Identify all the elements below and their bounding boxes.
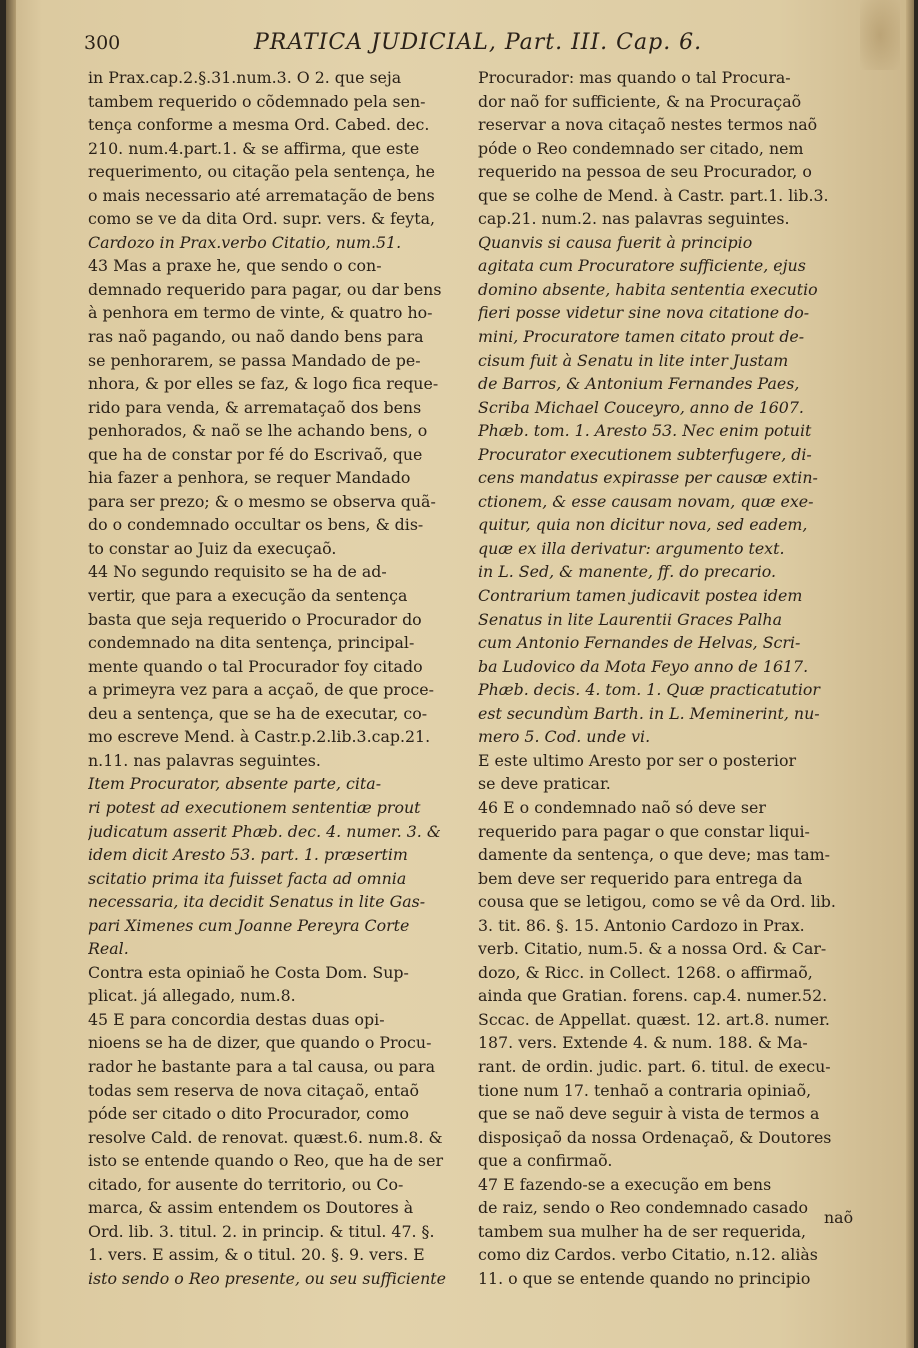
text-line: ba Ludovico da Mota Feyo anno de 1617. (478, 656, 809, 676)
text-line: Real. (88, 939, 129, 959)
text-line: Item Procurator, absente parte, cita- (88, 774, 382, 794)
text-line: Contra esta opiniaõ he Costa Dom. Sup- (88, 962, 409, 982)
text-line: Contrarium tamen judicavit postea idem (478, 586, 803, 606)
text-line: plicat. já allegado, num.8. (88, 986, 296, 1006)
text-line: mente quando o tal Procurador foy citado (88, 656, 423, 676)
text-line: basta que seja requerido o Procurador do (88, 609, 422, 629)
text-line: ras naõ pagando, ou naõ dando bens para (88, 327, 424, 347)
text-line: disposiçaõ da nossa Ordenaçaõ, & Doutores (478, 1127, 832, 1147)
text-line: requerimento, ou citação pela sentença, he (88, 162, 435, 182)
text-line: que se colhe de Mend. à Castr. part.1. lib.3. (478, 185, 829, 205)
text-line: cum Antonio Fernandes de Helvas, Scri- (478, 633, 801, 653)
catchword: naõ (824, 1208, 854, 1227)
text-line: Phæb. tom. 1. Aresto 53. Nec enim potuit (478, 421, 812, 441)
text-line: citado, for ausente do territorio, ou Co- (88, 1174, 404, 1194)
text-line: idem dicit Aresto 53. part. 1. præsertim (88, 845, 408, 865)
text-line: rador he bastante para a tal causa, ou para (88, 1056, 436, 1076)
text-line: póde o Reo condemnado ser citado, nem (478, 138, 804, 158)
text-line: fieri posse videtur sine nova citatione do- (478, 303, 810, 323)
text-line: que se naõ deve seguir à vista de termos a (478, 1104, 820, 1124)
text-line: Procurator executionem subterfugere, di- (478, 444, 812, 464)
text-line: in Prax.cap.2.§.31.num.3. O 2. que seja (88, 68, 402, 87)
text-line: se penhorarem, se passa Mandado de pe- (88, 350, 421, 370)
text-line: 187. vers. Extende 4. & num. 188. & Ma- (478, 1033, 808, 1053)
text-line: como diz Cardos. verbo Citatio, n.12. aliàs (478, 1245, 818, 1265)
text-line: ri potest ad executionem sententiæ prout (88, 797, 421, 817)
text-line: todas sem reserva de nova citaçaõ, entaõ (88, 1080, 420, 1100)
text-line: E este ultimo Aresto por ser o posterior (478, 750, 797, 770)
text-line: cens mandatus expirasse per causæ extin- (478, 468, 818, 488)
text-line: requerido na pessoa de seu Procurador, o (478, 162, 812, 182)
text-line: penhorados, & naõ se lhe achando bens, o (88, 421, 428, 441)
text-line: cousa que se letigou, como se vê da Ord. lib. (478, 892, 836, 912)
text-line: como se ve da dita Ord. supr. vers. & feyta, (88, 209, 436, 229)
text-line: tambem sua mulher ha de ser requerida, (478, 1221, 807, 1241)
text-line: que ha de constar por fé do Escrivaõ, que (88, 444, 423, 464)
text-line: Ord. lib. 3. titul. 2. in princip. & titul. 47. §. (88, 1221, 435, 1241)
text-line: Scriba Michael Couceyro, anno de 1607. (478, 397, 804, 417)
text-line: resolve Cald. de renovat. quæst.6. num.8. & (88, 1127, 443, 1147)
text-line: ctionem, & esse causam novam, quæ exe- (478, 491, 814, 511)
text-line: damente da sentença, o que deve; mas tam- (478, 845, 830, 865)
text-line: domino absente, habita sententia executio (478, 279, 818, 299)
right-text-column (478, 66, 854, 1290)
text-line: marca, & assim entendem os Doutores à (88, 1198, 414, 1218)
text-line: 43 Mas a praxe he, que sendo o con- (88, 256, 382, 276)
text-line: Sccac. de Appellat. quæst. 12. art.8. numer. (478, 1009, 830, 1029)
book-page (6, 0, 914, 1348)
text-line: reservar a nova citaçaõ nestes termos naõ (478, 115, 818, 135)
text-line: dor naõ for sufficiente, & na Procuraçaõ (478, 91, 802, 111)
text-line: Phæb. decis. 4. tom. 1. Quæ practicatutior (478, 680, 820, 700)
paper-stain (860, 0, 900, 70)
text-line: isto sendo o Reo presente, ou seu sufficiente (88, 1268, 446, 1288)
text-line: isto se entende quando o Reo, que ha de ser (88, 1151, 443, 1171)
text-line: 44 No segundo requisito se ha de ad- (88, 562, 387, 582)
text-line: Senatus in lite Laurentii Graces Palha (478, 609, 783, 629)
left-text-column (88, 66, 464, 1290)
text-line: para ser prezo; & o mesmo se observa quã- (88, 491, 436, 511)
text-line: scitatio prima ita fuisset facta ad omnia (88, 868, 407, 888)
text-line: 47 E fazendo-se a execução em bens (478, 1174, 772, 1194)
text-line: Cardozo in Prax.verbo Citatio, num.51. (88, 232, 402, 252)
text-line: o mais necessario até arrematação de bens (88, 185, 435, 205)
text-line: Quanvis si causa fuerit à principio (478, 232, 753, 252)
text-line: requerido para pagar o que constar liqui- (478, 821, 810, 841)
text-line: mero 5. Cod. unde vi. (478, 727, 651, 747)
text-line: póde ser citado o dito Procurador, como (88, 1104, 410, 1124)
text-line: 3. tit. 86. §. 15. Antonio Cardozo in Prax. (478, 915, 805, 935)
text-line: quæ ex illa derivatur: argumento text. (478, 538, 785, 558)
text-line: 45 E para concordia destas duas opi- (88, 1009, 385, 1029)
text-line: de Barros, & Antonium Fernandes Paes, (478, 374, 800, 394)
text-line: demnado requerido para pagar, ou dar bens (88, 279, 442, 299)
text-line: cap.21. num.2. nas palavras seguintes. (478, 209, 790, 229)
text-line: verb. Citatio, num.5. & a nossa Ord. & Car- (478, 939, 827, 959)
text-line: to constar ao Juiz da execuçaõ. (88, 538, 337, 558)
text-line: à penhora em termo de vinte, & quatro ho- (88, 303, 433, 323)
text-line: 46 E o condemnado naõ só deve ser (478, 797, 766, 817)
text-line: cisum fuit à Senatu in lite inter Justam (478, 350, 789, 370)
text-line: hia fazer a penhora, se requer Mandado (88, 468, 411, 488)
text-line: rido para venda, & arremataçaõ dos bens (88, 397, 422, 417)
page-header (84, 30, 824, 60)
text-line: tença conforme a mesma Ord. Cabed. dec. (88, 115, 430, 135)
text-line: tambem requerido o cõdemnado pela sen- (88, 91, 426, 111)
text-line: deu a sentença, que se ha de executar, co- (88, 703, 428, 723)
text-line: in L. Sed, & manente, ff. do precario. (478, 562, 777, 582)
text-line: mo escreve Mend. à Castr.p.2.lib.3.cap.21. (88, 727, 431, 747)
page-edge (906, 0, 914, 1348)
text-line: tione num 17. tenhaõ a contraria opiniaõ, (478, 1080, 812, 1100)
text-line: nhora, & por elles se faz, & logo fica reque- (88, 374, 439, 394)
text-line: se deve praticar. (478, 774, 611, 794)
text-line: rant. de ordin. judic. part. 6. titul. de execu- (478, 1056, 831, 1076)
text-line: pari Ximenes cum Joanne Pereyra Corte (88, 915, 410, 935)
text-line: necessaria, ita decidit Senatus in lite Gas- (88, 892, 426, 912)
text-line: mini, Procuratore tamen citato prout de- (478, 327, 805, 347)
text-line: judicatum asserit Phæb. dec. 4. numer. 3. & (88, 821, 441, 841)
text-line: vertir, que para a execução da sentença (88, 586, 408, 606)
text-line: agitata cum Procuratore sufficiente, ejus (478, 256, 806, 276)
text-line: 11. o que se entende quando no principio (478, 1268, 811, 1288)
text-line: est secundùm Barth. in L. Meminerint, nu- (478, 703, 820, 723)
text-line: a primeyra vez para a acçaõ, de que proce- (88, 680, 434, 700)
text-line: quitur, quia non dicitur nova, sed eadem, (478, 515, 808, 535)
text-line: 1. vers. E assim, & o titul. 20. §. 9. vers. E (88, 1245, 425, 1265)
text-line: bem deve ser requerido para entrega da (478, 868, 803, 888)
text-line: condemnado na dita sentença, principal- (88, 633, 415, 653)
page-number: 300 (84, 32, 121, 54)
text-line: 210. num.4.part.1. & se affirma, que este (88, 138, 420, 158)
text-line: de raiz, sendo o Reo condemnado casado (478, 1198, 809, 1218)
text-line: ainda que Gratian. forens. cap.4. numer.52. (478, 986, 828, 1006)
text-line: que a confirmaõ. (478, 1151, 613, 1171)
text-line: nioens se ha de dizer, que quando o Procu- (88, 1033, 432, 1053)
binding-edge (6, 0, 16, 1348)
running-head: PRATICA JUDICIAL, Part. III. Cap. 6. (254, 30, 703, 55)
text-line: Procurador: mas quando o tal Procura- (478, 68, 791, 87)
text-line: n.11. nas palavras seguintes. (88, 750, 321, 770)
text-line: dozo, & Ricc. in Collect. 1268. o affirmaõ, (478, 962, 813, 982)
text-line: do o condemnado occultar os bens, & dis- (88, 515, 424, 535)
